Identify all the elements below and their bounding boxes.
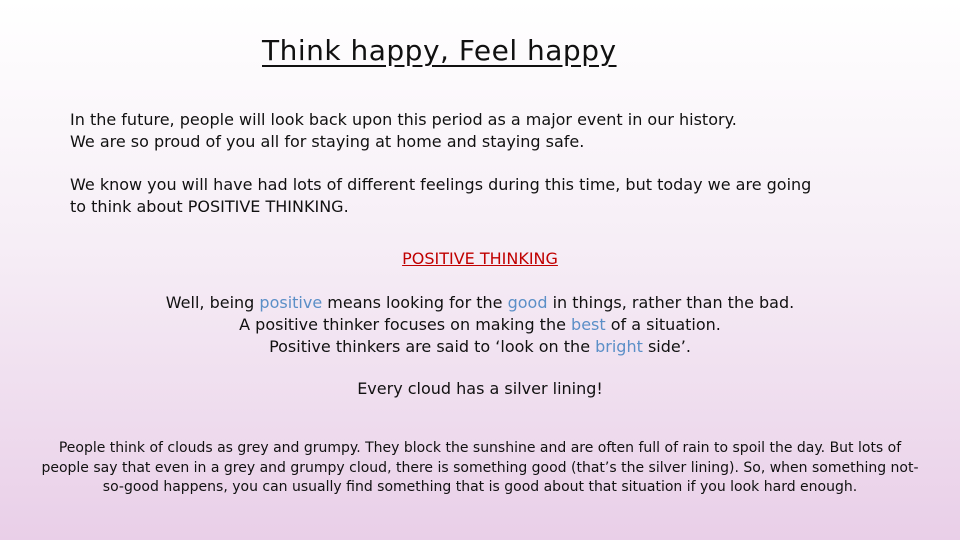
text-segment: A positive thinker focuses on making the [239, 315, 572, 334]
intro-line-2: We are so proud of you all for staying at home and staying safe. [70, 132, 585, 151]
highlight-word: best [571, 315, 606, 334]
feelings-line-1: We know you will have had lots of different feelings during this time, but today we are going [70, 175, 812, 194]
text-segment: side’. [642, 337, 691, 356]
definition-block [0, 292, 960, 358]
definition-line-3 [0, 336, 960, 358]
intro-paragraph [70, 109, 890, 153]
feelings-line-2: to think about POSITIVE THINKING. [70, 197, 349, 216]
text-segment: Well, being [165, 293, 260, 312]
clouds-paragraph: People think of clouds as grey and grumpy. They block the sunshine and are often full of rain to spoil the day. But lots of people say that even in a grey and grumpy cloud, there is something good (that’s the silver lining). So, when something not-so-good happens, you can usually find something that is good about that situation if you look hard enough. [41, 440, 919, 495]
text-segment: Positive thinkers are said to ‘look on the [269, 337, 596, 356]
slide-title: Think happy, Feel happy [262, 34, 617, 67]
text-segment: in things, rather than the bad. [547, 293, 795, 312]
highlight-word: bright [595, 337, 643, 356]
positive-thinking-heading: POSITIVE THINKING [402, 249, 558, 268]
text-segment: means looking for the [322, 293, 508, 312]
definition-line-2 [0, 314, 960, 336]
intro-line-1: In the future, people will look back upon this period as a major event in our history. [70, 110, 737, 129]
highlight-word: positive [259, 293, 323, 312]
silver-lining-saying: Every cloud has a silver lining! [357, 379, 603, 398]
highlight-word: good [507, 293, 548, 312]
feelings-paragraph [70, 174, 890, 218]
definition-line-1 [0, 292, 960, 314]
text-segment: of a situation. [605, 315, 721, 334]
